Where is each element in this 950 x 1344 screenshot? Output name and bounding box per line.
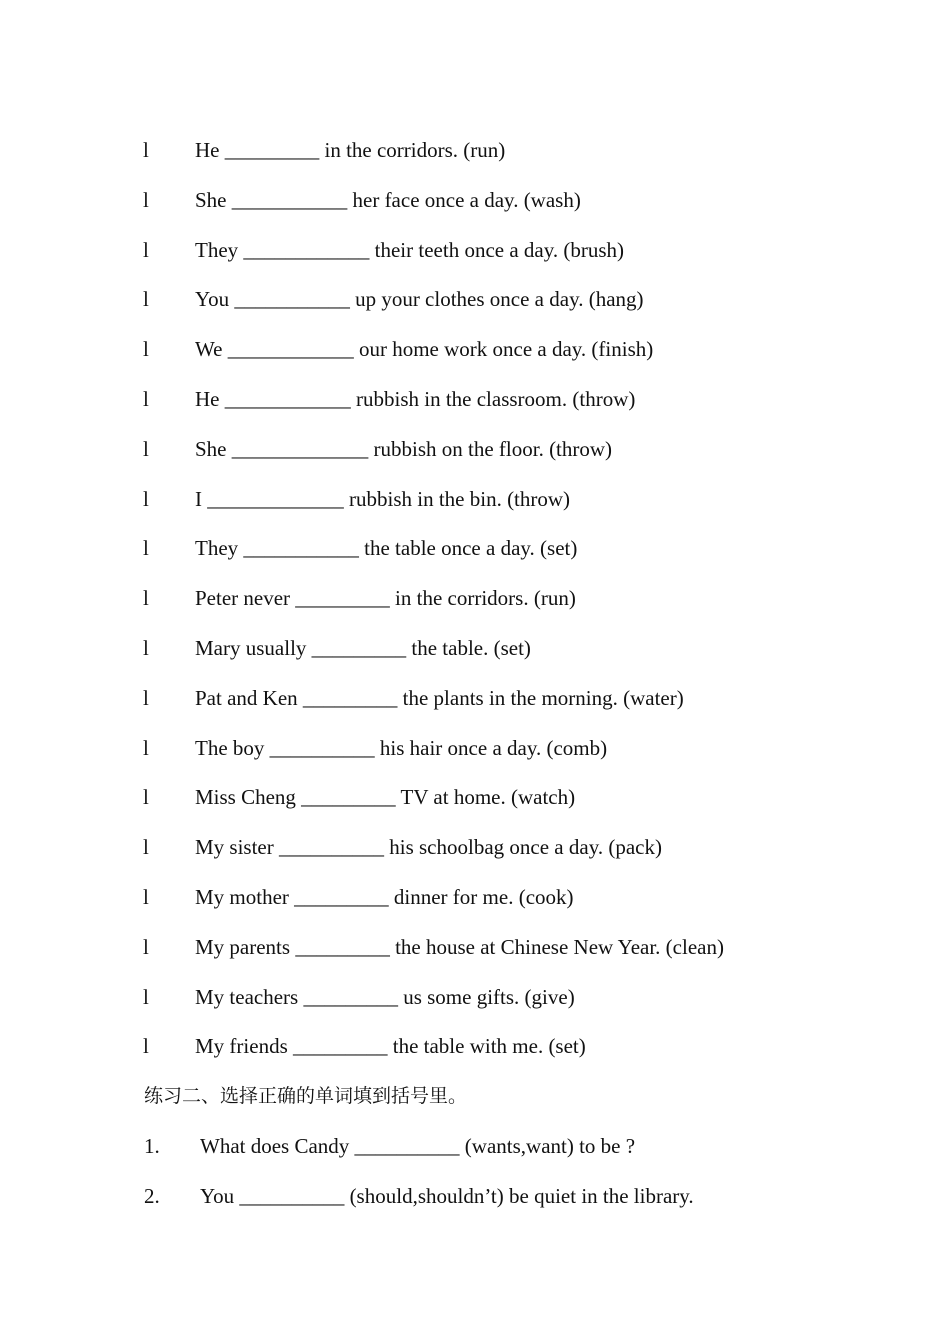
bullet: l (143, 984, 149, 1009)
sentence-text: You ___________ up your clothes once a day. (hang) (195, 287, 644, 312)
list-item (0, 335, 950, 385)
bullet: l (143, 685, 149, 710)
bullet: l (143, 1034, 149, 1059)
bullet: l (143, 486, 149, 511)
sentence-text: Pat and Ken _________ the plants in the morning. (water) (195, 685, 684, 710)
sentence-text: I _____________ rubbish in the bin. (throw) (195, 486, 571, 511)
sentence-text: Miss Cheng _________ TV at home. (watch) (195, 785, 576, 810)
exercise-list (0, 136, 950, 1232)
sentence-text: She ___________ her face once a day. (wash) (195, 187, 581, 212)
list-item (0, 684, 950, 734)
section-heading-text: 练习二、选择正确的单词填到括号里。 (144, 1085, 468, 1108)
bullet: l (143, 785, 149, 810)
bullet: l (143, 635, 149, 660)
question-text: What does Candy __________ (wants,want) to be ? (200, 1133, 636, 1158)
list-item (0, 783, 950, 833)
list-item (0, 584, 950, 634)
bullet: l (143, 835, 149, 860)
list-item (0, 734, 950, 784)
sentence-text: We ____________ our home work once a day. (finish) (195, 337, 654, 362)
sentence-text: He _________ in the corridors. (run) (195, 138, 506, 162)
question-number: 1. (144, 1133, 160, 1158)
sentence-text: They ____________ their teeth once a day. (brush) (195, 237, 625, 262)
list-item (0, 933, 950, 983)
sentence-text: He ____________ rubbish in the classroom. (throw) (195, 386, 636, 411)
list-item (0, 833, 950, 883)
list-item (0, 485, 950, 535)
sentence-text: Peter never _________ in the corridors. (run) (195, 586, 576, 611)
bullet: l (143, 237, 149, 262)
list-item (0, 883, 950, 933)
bullet: l (143, 934, 149, 959)
sentence-text: My mother _________ dinner for me. (cook) (195, 884, 574, 909)
question-item (0, 1132, 950, 1182)
bullet: l (143, 884, 149, 909)
bullet: l (143, 536, 149, 561)
sentence-text: My teachers _________ us some gifts. (give) (195, 984, 575, 1009)
list-item (0, 136, 950, 186)
bullet: l (143, 586, 149, 611)
question-number: 2. (144, 1183, 160, 1208)
list-item (0, 285, 950, 335)
bullet: l (143, 187, 149, 212)
list-item (0, 186, 950, 236)
sentence-text: My sister __________ his schoolbag once a day. (pack) (195, 835, 662, 860)
list-item (0, 435, 950, 485)
sentence-text: My friends _________ the table with me. (set) (195, 1034, 586, 1059)
list-item (0, 634, 950, 684)
question-item (0, 1182, 950, 1232)
sentence-text: She _____________ rubbish on the floor. (throw) (195, 436, 613, 461)
bullet: l (143, 337, 149, 362)
bullet: l (143, 386, 149, 411)
sentence-text: My parents _________ the house at Chinese New Year. (clean) (195, 934, 724, 959)
list-item (0, 534, 950, 584)
bullet: l (143, 735, 149, 760)
exercise-two-heading (0, 1082, 950, 1132)
sentence-text: Mary usually _________ the table. (set) (195, 635, 531, 660)
sentence-text: The boy __________ his hair once a day. (comb) (195, 735, 608, 760)
list-item (0, 1032, 950, 1082)
bullet: l (143, 138, 149, 162)
list-item (0, 385, 950, 435)
list-item (0, 236, 950, 286)
sentence-text: They ___________ the table once a day. (set) (195, 536, 578, 561)
bullet: l (143, 287, 149, 312)
list-item (0, 983, 950, 1033)
question-text: You __________ (should,shouldn’t) be quiet in the library. (200, 1183, 694, 1208)
bullet: l (143, 436, 149, 461)
